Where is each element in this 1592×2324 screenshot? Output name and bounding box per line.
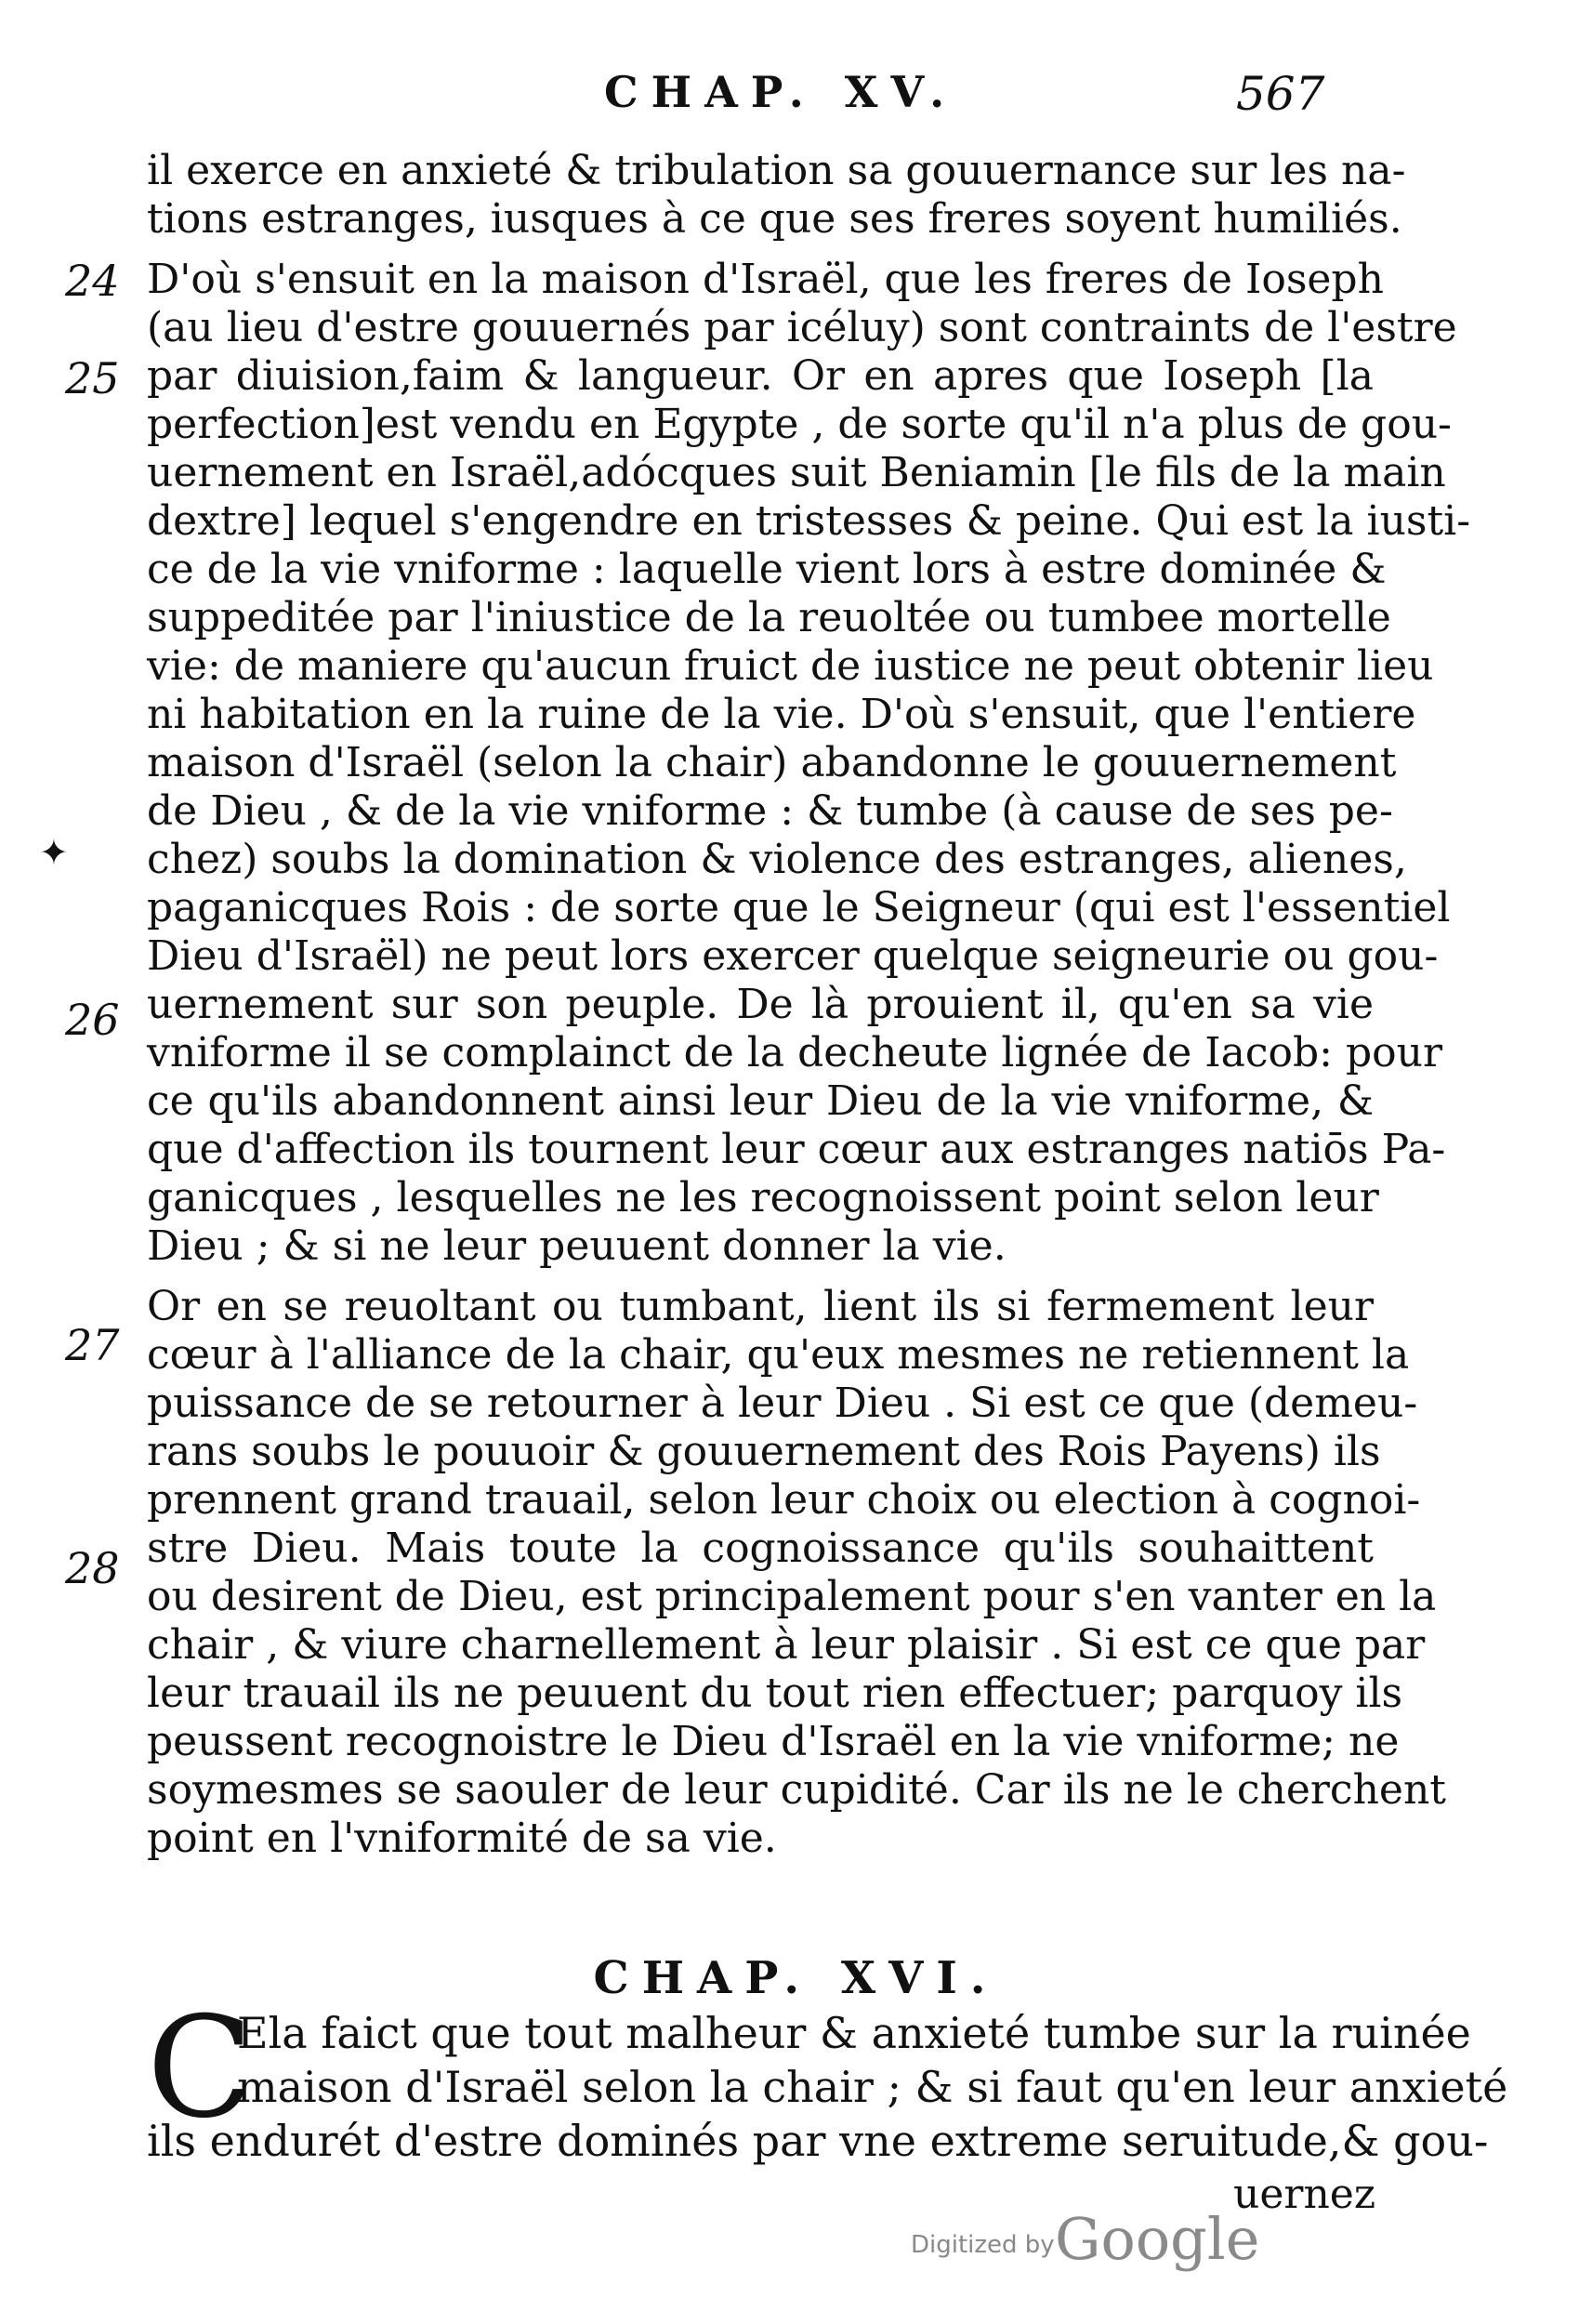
- text-line: ce qu'ils abandonnent ainsi leur Dieu de la vie vniforme, &: [147, 1077, 1374, 1125]
- text-line: chez) soubs la domination & violence des estranges, alienes,: [147, 836, 1407, 883]
- drop-cap: C: [147, 1987, 254, 2149]
- text-line: maison d'Israël selon la chair ; & si faut qu'en leur anxieté: [237, 2062, 1508, 2112]
- text-line: vniforme il se complainct de la decheute lignée de Iacob: pour: [147, 1029, 1443, 1076]
- running-head: CHAP. XV.: [604, 67, 958, 117]
- text-line: prennent grand trauail, selon leur choix ou election à cognoi-: [147, 1476, 1421, 1524]
- verse-number-27: 27: [65, 1320, 120, 1370]
- catchword: uernez: [1233, 2171, 1375, 2218]
- verse-number-24: 24: [65, 256, 120, 306]
- text-line: ils endurét d'estre dominés par vne extreme seruitude,& gou-: [147, 2116, 1489, 2166]
- page-number: 567: [1236, 67, 1325, 121]
- text-line: (au lieu d'estre gouuernés par icéluy) sont contraints de l'estre: [147, 304, 1457, 351]
- text-line: maison d'Israël (selon la chair) abandonne le gouuernement: [147, 739, 1397, 786]
- text-line: soymesmes se saouler de leur cupidité. Car ils ne le cherchent: [147, 1766, 1446, 1814]
- text-line: il exerce en anxieté & tribulation sa gouuernance sur les na-: [147, 147, 1406, 194]
- chapter-16-title: CHAP. XVI.: [593, 1952, 999, 2004]
- watermark-logo-text: Google: [1055, 2205, 1260, 2273]
- text-line: dextre] lequel s'engendre en tristesses & peine. Qui est la iusti-: [147, 497, 1471, 545]
- text-line: ni habitation en la ruine de la vie. D'où s'ensuit, que l'entiere: [147, 691, 1416, 738]
- text-line: leur trauail ils ne peuuent du tout rien effectuer; parquoy ils: [147, 1670, 1403, 1717]
- text-line: chair , & viure charnellement à leur plaisir . Si est ce que par: [147, 1621, 1426, 1669]
- text-line: ou desirent de Dieu, est principalement pour s'en vanter en la: [147, 1573, 1437, 1620]
- text-line: paganicques Rois : de sorte que le Seigneur (qui est l'essentiel: [147, 884, 1451, 931]
- verse-number-25: 25: [65, 353, 120, 403]
- verse-number-28: 28: [65, 1543, 120, 1593]
- text-line: perfection]est vendu en Egypte , de sorte qu'il n'a plus de gou-: [147, 401, 1452, 448]
- text-line: Ela faict que tout malheur & anxieté tumbe sur la ruinée: [237, 2008, 1471, 2058]
- text-line: ganicques , lesquelles ne les recognoissent point selon leur: [147, 1174, 1379, 1221]
- text-line: stre Dieu. Mais toute la cognoissance qu'ils souhaittent: [147, 1525, 1374, 1572]
- text-line: puissance de se retourner à leur Dieu . Si est ce que (demeu-: [147, 1380, 1418, 1427]
- text-line: rans soubs le pouuoir & gouuernement des Rois Payens) ils: [147, 1428, 1381, 1475]
- text-line: suppeditée par l'iniustice de la reuoltée ou tumbee mortelle: [147, 594, 1391, 641]
- text-line: de Dieu , & de la vie vniforme : & tumbe (à cause de ses pe-: [147, 787, 1393, 835]
- text-line: par diuision,faim & langueur. Or en apres que Ioseph [la: [147, 352, 1374, 400]
- page-header: [0, 67, 1592, 141]
- watermark-small-text: Digitized by: [911, 2231, 1055, 2259]
- text-line: ce de la vie vniforme : laquelle vient lors à estre dominée &: [147, 546, 1387, 593]
- text-line: que d'affection ils tournent leur cœur aux estranges natiōs Pa-: [147, 1126, 1446, 1173]
- text-line: point en l'vniformité de sa vie.: [147, 1815, 777, 1862]
- text-line: tions estranges, iusques à ce que ses freres soyent humiliés.: [147, 195, 1402, 243]
- text-line: vie: de maniere qu'aucun fruict de iustice ne peut obtenir lieu: [147, 642, 1434, 690]
- text-line: peussent recognoistre le Dieu d'Israël en la vie vniforme; ne: [147, 1718, 1400, 1765]
- google-watermark: [911, 2205, 1264, 2273]
- text-line: cœur à l'alliance de la chair, qu'eux mesmes ne retiennent la: [147, 1331, 1410, 1379]
- verse-number-26: 26: [65, 995, 120, 1045]
- text-line: D'où s'ensuit en la maison d'Israël, que les freres de Ioseph: [147, 256, 1384, 303]
- text-line: Dieu ; & si ne leur peuuent donner la vie.: [147, 1222, 1007, 1270]
- margin-mark-icon: ✦: [39, 832, 69, 873]
- text-line: uernement sur son peuple. De là prouient il, qu'en sa vie: [147, 981, 1374, 1028]
- text-line: Dieu d'Israël) ne peut lors exercer quelque seigneurie ou gou-: [147, 932, 1439, 980]
- text-line: Or en se reuoltant ou tumbant, lient ils si fermement leur: [147, 1283, 1374, 1330]
- text-line: uernement en Israël,adócques suit Beniamin [le fils de la main: [147, 449, 1446, 496]
